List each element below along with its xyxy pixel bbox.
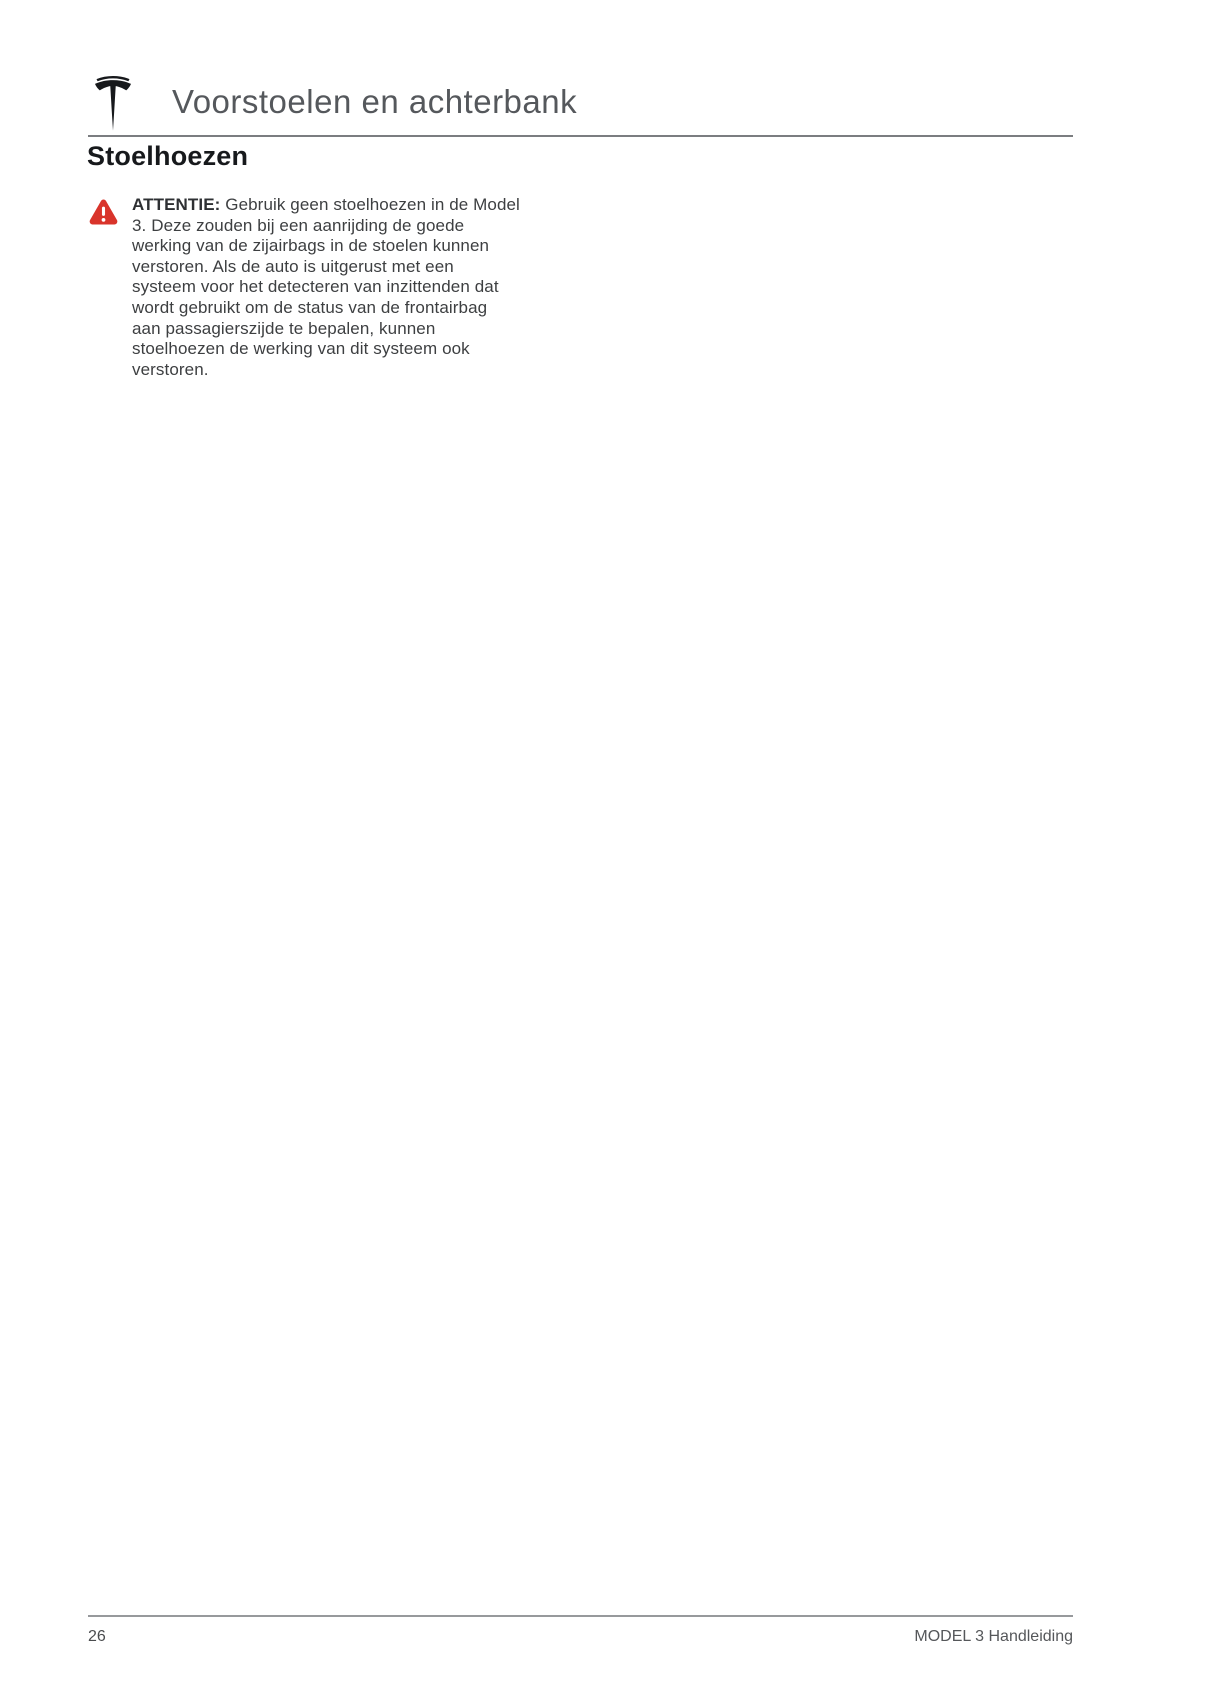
chapter-title: Voorstoelen en achterbank <box>172 83 578 120</box>
warning-line: verstoren. Als de auto is uitgerust met een <box>132 256 454 276</box>
manual-title: MODEL 3 Handleiding <box>914 1628 1073 1645</box>
tesla-logo-icon <box>90 76 136 132</box>
warning-line: aan passagierszijde te bepalen, kunnen <box>132 318 436 338</box>
section-heading: Stoelhoezen <box>87 141 249 171</box>
warning-note <box>88 195 542 380</box>
warning-label: ATTENTIE: <box>132 195 221 214</box>
warning-line: stoelhoezen de werking van dit systeem ook <box>132 339 470 359</box>
warning-line: werking van de zijairbags in de stoelen kunnen <box>132 236 490 256</box>
warning-line: systeem voor het detecteren van inzittenden dat <box>132 277 499 297</box>
warning-text <box>132 195 542 380</box>
warning-line: verstoren. <box>132 359 209 379</box>
header-divider <box>88 135 1073 137</box>
footer-divider <box>88 1615 1073 1617</box>
warning-triangle-icon <box>88 198 119 226</box>
page-number: 26 <box>88 1628 106 1645</box>
warning-line: ATTENTIE: Gebruik geen stoelhoezen in de Model <box>132 195 520 214</box>
warning-line: 3. Deze zouden bij een aanrijding de goede <box>132 215 465 235</box>
warning-line: wordt gebruikt om de status van de frontairbag <box>132 297 488 317</box>
